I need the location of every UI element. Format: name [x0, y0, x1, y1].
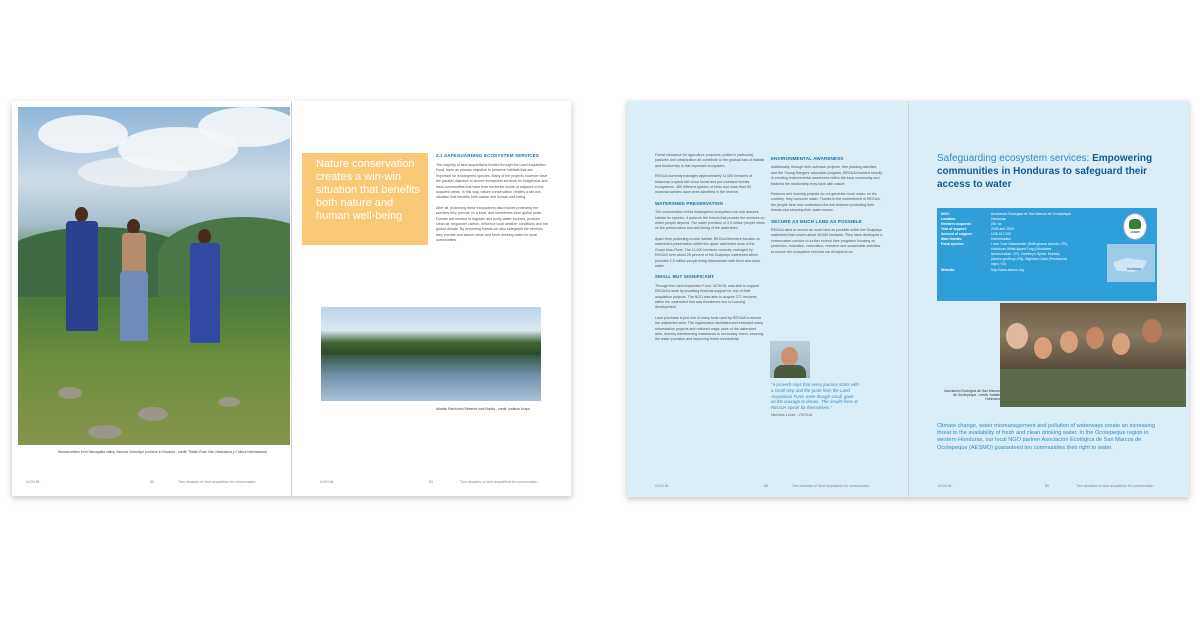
paragraph: REGUA currently manages approximately 11,000 hectares of seasonal, tropical wet cloud forest and pre-montane forests ecosystems. 485 different species of birds and more than 50 mammal species have been identified in the reserve. — [655, 174, 753, 195]
quote-author: Nicholas Locke – REGUA — [771, 412, 813, 417]
aesmo-logo — [1123, 213, 1147, 240]
logo-text: AESMO — [1130, 231, 1140, 234]
paragraph: The majority of land acquisitions funded through the Land Acquisition Fund, have as primary objective to preserve habitats that are important for endangered species. Many of the projects however have the parallel objective to secure ecosystem services for indigenous and local communities that have their territories inside or adjacent to the acquired areas. In this way, nature conservation creates a win-win situation that benefits both nature and human well-being. — [436, 163, 548, 200]
section-heading: SECURE AS MUCH LAND AS POSSIBLE — [771, 218, 862, 224]
page-number: 83 — [429, 480, 433, 484]
bird-icon — [1129, 219, 1141, 229]
fact-value: 281 ha — [991, 222, 1002, 226]
fact-key: Focal species: — [941, 242, 965, 246]
folio-title: Two decades of land acquisition for conservation — [1076, 484, 1154, 488]
folio-org: IUCN NL — [938, 484, 953, 488]
woman-elder — [116, 219, 152, 359]
folio-org: IUCN NL — [26, 480, 41, 484]
page-number: 82 — [150, 480, 154, 484]
map-label: Honduras — [1127, 267, 1141, 271]
fact-key: Amount of support: — [941, 232, 973, 236]
rock — [138, 407, 168, 421]
paragraph: Pastures and housing projects do not generate much water, on the contrary, they consume water. Thanks to the commitment of REGUA, the people here now understand the link between protecting their forests and securing their water source. — [771, 192, 881, 213]
section-heading: 2.1 SAFEGUARDING ECOSYSTEM SERVICES — [436, 153, 539, 158]
section-heading: SMALL BUT SIGNIFICANT — [655, 274, 715, 280]
folio-org: IUCN NL — [655, 484, 670, 488]
paragraph: Land purchase is just one of many tools used by REGUA to secure the watershed area. The organization facilitated and executed many reforestation projects and restored major parts of the watershed area, thereby transforming wastelands to secondary forest, securing the water provision and improving forest connectivity. — [655, 315, 764, 342]
folio-title: Two decades of land acquisition for conservation — [792, 484, 870, 488]
fact-key: Year of support: — [941, 227, 967, 231]
face — [1006, 323, 1028, 349]
fact-key: Hectares acquired: — [941, 222, 972, 226]
page-number: 88 — [764, 484, 768, 488]
gutter — [908, 101, 909, 497]
fact-key: Main threats: — [941, 237, 963, 241]
face — [1086, 327, 1104, 349]
paragraph: Apart from protecting crucial habitat, REGUA therefore focuses on watershed preservation within the upper catchment area of the Guapi Assu River. The 11,000 hectares currently managed by REGUA form about 25 percent of the Guapiaçu watershed which provides 2.5 million people living downstream with fresh and clean water. — [655, 236, 761, 268]
woman-elder — [62, 207, 102, 357]
pull-quote — [771, 382, 859, 419]
group-clothing — [1000, 369, 1186, 407]
fact-key: Location: — [941, 217, 957, 221]
folio-title: Two decades of land acquisition for conservation — [460, 480, 538, 484]
cloud — [78, 157, 188, 187]
body-column-1 — [655, 153, 765, 348]
fact-value: 2008 and 2019 — [991, 227, 1014, 231]
section-heading: ENVIRONMENTAL AWARENESS — [771, 156, 844, 161]
gutter — [291, 101, 292, 496]
face — [1112, 333, 1130, 355]
body-column-2 — [771, 153, 883, 260]
fact-value: nigra; VU) — [991, 262, 1007, 266]
pull-quote: Nature conservation creates a win-win situation that benefits both nature and human well-being — [316, 158, 420, 222]
folio-title: Two decades of land acquisition for conservation — [178, 480, 256, 484]
portrait-photo — [770, 341, 810, 378]
fact-box — [937, 208, 1157, 301]
folio-org: IUCN NL — [320, 480, 335, 484]
mountain — [158, 217, 290, 297]
page-number: 89 — [1045, 484, 1049, 488]
photo-caption: Woman elders from Yancapaita valley, Zamora Chinchipe province in Ecuador - credit: Tristan Ross Vila, Naturaleza y Cultura Internacional — [58, 450, 267, 454]
face — [1034, 337, 1052, 359]
fact-value: US$ 157,000 — [991, 232, 1011, 236]
page-title — [937, 152, 1157, 191]
face — [1060, 331, 1078, 353]
honduras-map — [1107, 244, 1155, 282]
fact-key: Website: — [941, 268, 956, 272]
fact-value: ichneumidiae; CR), Geoffroy's Spider Monkey — [991, 252, 1060, 256]
paragraph: The conservation of this endangered ecosystem not only assures habitat for species, it protects the forests that provide the services on which people depend. The water provision of 2.5 million people relies on the preservation and well-being of the watershed. — [655, 210, 765, 231]
fact-value: Honduras — [991, 217, 1006, 221]
section-heading: WATERSHED PRESERVATION — [655, 200, 723, 206]
lake-photo — [321, 307, 541, 401]
title-light: Safeguarding ecosystem services: — [937, 153, 1093, 164]
quote-text: "A proverb says that every journey starts with a small step and the grant from the Land Acquisition Fund, even though small, gave us the courage to dream. The results here at REGUA speak for themselves." — [771, 382, 859, 411]
lake-caption: Atlantic Rainforest Reserve tumi Bonita - credit: Instituto Urapu — [436, 407, 531, 411]
fact-value: Lowe Toad Salamander (Bolitoglossa synoria; CR), — [991, 242, 1068, 246]
paragraph: Forest clearance for agriculture purposes (coffee in particular), pastures and urbanization all contribute to the gradual loss of habitat and biodiversity in this important ecosystem. — [655, 153, 764, 168]
fact-key: NGO: — [941, 212, 950, 216]
rock — [218, 397, 240, 407]
left-spread — [12, 101, 571, 496]
fact-value: http://www.aesmo.org — [991, 268, 1024, 272]
title-bold: Empowering communities in Honduras to safeguard their access to water — [937, 153, 1153, 190]
lead-paragraph: Climate change, water mismanagement and pollution of waterways create an increasing threat to the availability of fresh and clean drinking water. In the Ocotepeque region in western Honduras, our local NGO partner Asociación Ecológica de San Marcos de Ocotepeque (AESMO) guaranteed ten communities their right to water. — [937, 423, 1155, 451]
cloud — [198, 107, 290, 147]
face — [1142, 319, 1162, 343]
rock — [88, 425, 122, 439]
fact-value: Asociación Ecológica de San Marcos de Ocotepeque — [991, 212, 1071, 216]
paragraph: REGUA aims to secure as much land as possible within the Guapiaçu watershed that covers about 45,000 hectares. They have developed a conservation corridor to further extend their programs focusing on protection, education, restoration, research and sustainable activities to ensure the ecosystem services we all depend on. — [771, 228, 883, 254]
woman-elder — [186, 229, 224, 359]
body-column — [436, 163, 548, 249]
right-spread — [627, 101, 1189, 497]
paragraph: After all, protecting these ecosystems also implies protecting the services they provide on a local, and sometimes even global scale. Forests are needed to regulate and purify water sources, produce clean air, sequester carbon, influence local weather conditions and the global climate. By protecting forests we also safeguard the services they provide and assure clean and fresh drinking water for local communities. — [436, 205, 548, 243]
fact-value: Honduran White-lipped Frog (Lithobates — [991, 247, 1052, 251]
photo-caption: Asociación Ecológica de San Marcos de Ocotepeque - credit: Natalie Hohmann — [944, 389, 1000, 402]
fact-value: Deforestation — [991, 237, 1012, 241]
women-elders-photo — [18, 107, 290, 445]
paragraph: Additionally, through their outreach projects, tree planting activities and the 'Young Rangers' education program, REGUA invested heavily in creating environmental awareness within the local community and fostered the relationship they have with nature. — [771, 165, 883, 186]
community-photo — [1000, 303, 1186, 407]
rock — [58, 387, 82, 399]
fact-value: (Ateles geoffroyi; EN), Highland Guan (Penelopina — [991, 257, 1067, 261]
paragraph: Through the Land Acquisition Fund, IUCN NL was able to support REGUA's work by providing financial support for one of their acquisition projects. The NGO was able to acquire 271 hectares within the watershed that was threatened due to housing development. — [655, 283, 760, 310]
cloud — [38, 115, 128, 153]
